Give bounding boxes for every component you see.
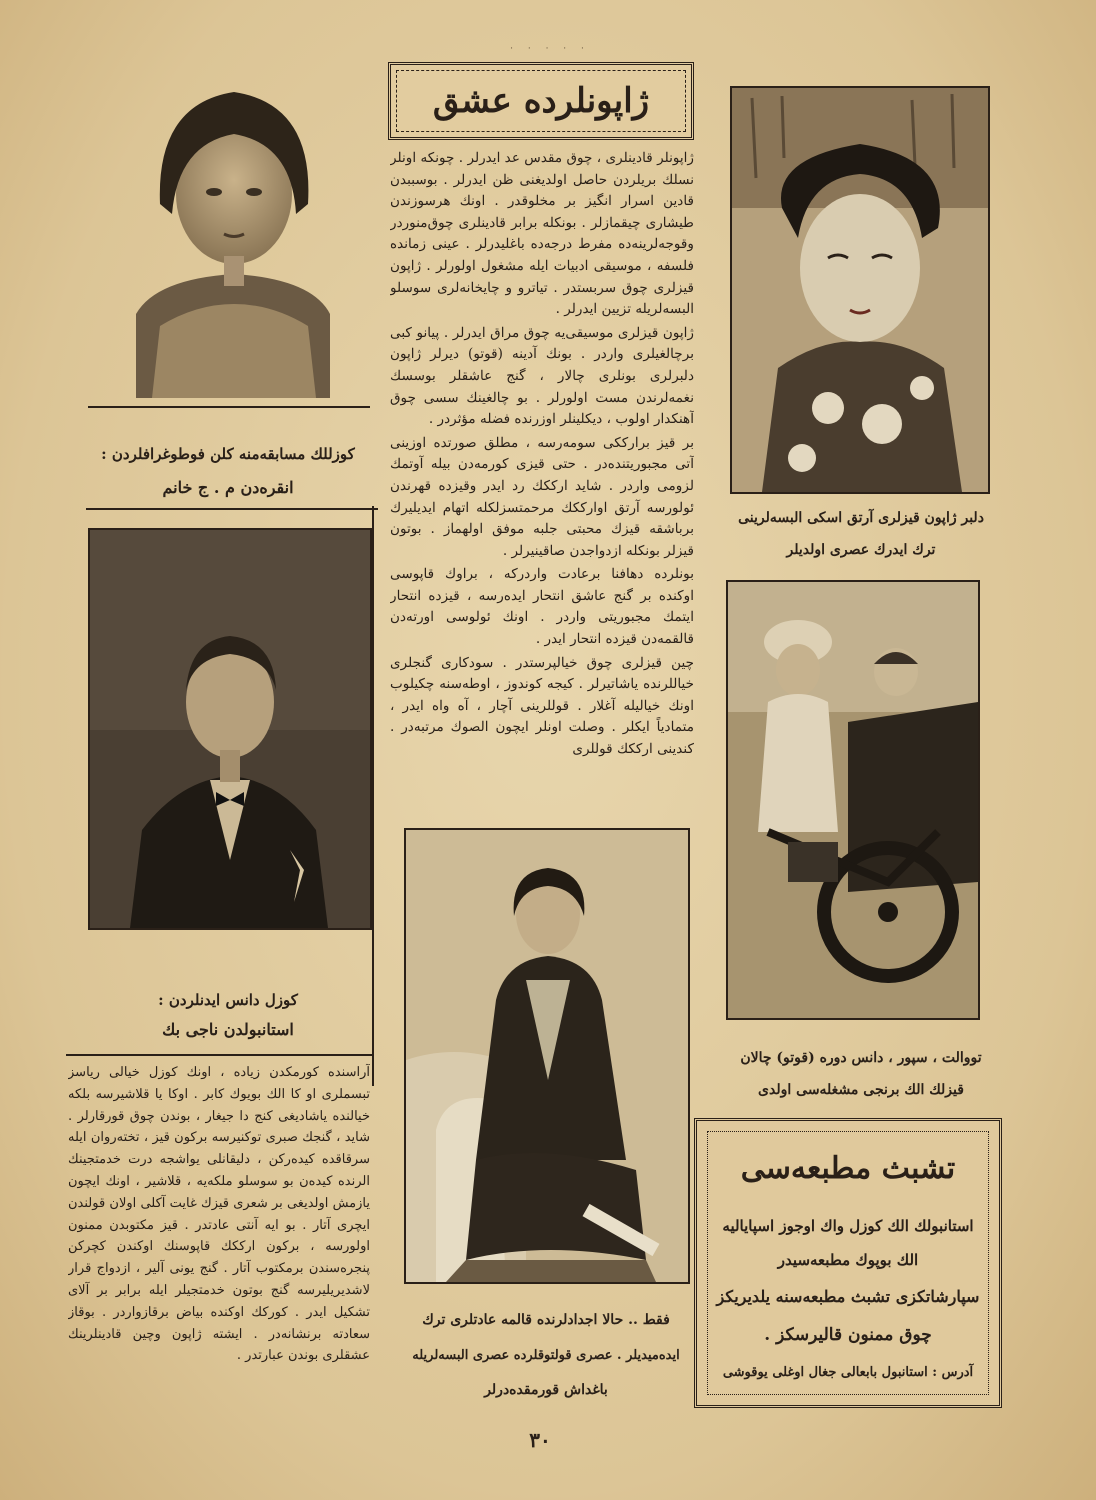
contest-caption-line2: انقره‌دن م . ج خانم bbox=[162, 478, 294, 497]
contest-divider bbox=[86, 508, 378, 510]
geisha-illustration bbox=[732, 88, 988, 492]
seated-caption-line2: ایده‌میدیلر . عصری قولتوقلرده عصری البسه‌لریله bbox=[412, 1348, 680, 1363]
contest-caption-line1: كوزللك مسابقه‌منه کلن فوطوغرافلردن : bbox=[101, 445, 355, 463]
geisha-photo bbox=[730, 86, 990, 494]
ad-address: آدرس : استانبول بابعالی جغال اوغلی یوقوشی bbox=[722, 1365, 974, 1380]
portrait-divider bbox=[88, 406, 370, 408]
ad-line-3: سپارشاتكزی تشبث مطبعه‌سنه یلدیریكز bbox=[716, 1287, 980, 1306]
seated-caption-line1: فقط .. حالا اجدادلرنده قالمه عادتلری ترك bbox=[422, 1312, 670, 1328]
dance-caption-line2: استانبولدن ناجی بك bbox=[162, 1020, 294, 1039]
article-paragraph-1: ژاپونلر قادینلری ، چوق مقدس عد ایدرلر . چونکه اونلر نسلك بریلردن حاصل اولدیغنی ظن ایدرلر . بوسببدن قادین اسرار انگیز بر مخلوقدر . اونك هرسوزندن طیشاری چیقمازلر . بونکله برابر قادینلری چوق‌منوردر وقوجه‌لرینه‌ده مفرط درجه‌ده باغلیدرلر . عینی زمانده فلسفه ، موسیقی ادبیات ایله مشغول اولورلر . ژاپون قیزلری چوق سربستدر . تیاترو و چایخانه‌لری سوسلو البسه‌لریله تزیین ایدرلر . bbox=[390, 150, 694, 318]
seated-woman-photo bbox=[404, 828, 690, 1284]
dancer-illustration bbox=[90, 530, 370, 928]
motor-caption-line2: قیزلك الك برنجی مشغله‌سی اولدی bbox=[758, 1082, 964, 1098]
dancer-photo-man bbox=[88, 528, 372, 930]
dance-caption-line1: كوزل دانس ایدنلردن : bbox=[158, 991, 298, 1009]
ad-line-2: الك بوپوك مطبعه‌سیدر bbox=[777, 1251, 919, 1269]
article-paragraph-5: چین قیزلری چوق خیالپرستدر . سودكاری گنجلری خیاللرنده یاشاتیرلر . كیجه كوندوز ، اوطه‌سنه چكیلوب اونك خیالیله آغلار . قوللرینی آچار ، آه واه ایدر ، متمادیاً ایكلر . وصلت اونلر ایچون الصوك مرتبه‌در . كندینی ارككك قوللری bbox=[390, 654, 694, 758]
dance-divider bbox=[66, 1054, 374, 1056]
page-number: ٣٠ bbox=[529, 1428, 551, 1452]
portrait-photo-bob-hair bbox=[116, 64, 352, 398]
article-paragraph-4: بونلرده دهافنا برعادت واردركه ، براوك قاپوسی اوکنده بر گنج عاشق انتحار ایده‌رسه ، قیزده انتحار ایتمك مجبوریتی واردر . اونك ئولوسی اورته‌دن قالقمه‌دن قیزده انتحار ایدر . bbox=[390, 566, 694, 648]
seated-caption-line3: باغداش قورمقده‌درلر bbox=[484, 1382, 608, 1398]
article-paragraph-3: بر قیز برارككی سومه‌رسه ، مطلق صورتده اوزینی آتی مجبوریتنده‌در . حتی قیزی کورمه‌دن بیله آوتمك لزومی واردر . شاید ارككك رد ایدر وقیزده قهرندن ئولورسه آرتق اوارككك مرحمتسزلکله اتهام ایدیلیرك برباشقه قیزك محبتی جلبه موفق اولهماز . بوتون قیزلر بونکله ازدواجدن صاقینیرلر . bbox=[390, 434, 694, 559]
motorcycle-illustration bbox=[728, 582, 978, 1018]
article-body-column bbox=[390, 148, 694, 820]
ad-line-1: استانبولك الك كوزل واك اوجوز اسپایالیه bbox=[722, 1217, 974, 1235]
printing-house-advertisement bbox=[694, 1118, 1002, 1408]
article-continuation-column bbox=[68, 1062, 370, 1418]
article-title-frame bbox=[388, 62, 694, 140]
article-continuation-text: آراسنده كورمکدن زیاده ، اونك كوزل خیالی ریاسز تبسملری او کا الك بویوك کابر . اوکا یا قلاشیرسه بلکه خیالنده یاشادیغی کنج دا جیغار ، بوندن چوق قورقارلر . شاید ، گنجك صبری توكنیرسه برکون قیز ، تخته‌روان ایله سرقاقده کیده‌رکن ، دلیقانلی یواشجه درت خدمتجینك الرنده کیده‌ن بو سوسلو ملکه‌یه ، قلاشیر ، اونك ایچون یازمش اولدیغی بر شعری قیزك غایت آكلی اولان قولندن ایچری آتار . بو ایه آنتی عادتدر . قیز مکتوبدن ممنون اولورسه ، برکون ارككك قاپوسنك اوکندن کچرکن پنجره‌سندن برمکتوب آتار . گنج یونی آلیر ، ازدواج قرار لاشدیریلیرسه گنج بوتون خدمتجیلر ایله برابر بر آلای تشکیل ایدر . كوركك اوکنده بیاض برقازواردر . بوقاز سعادته برنشانه‌در . ایشته ژاپون وچین قادینلرینك عشقلری بوندن عبارتدر . bbox=[68, 1065, 370, 1364]
portrait-illustration bbox=[116, 64, 352, 398]
masthead: · · · · · bbox=[510, 44, 590, 54]
geisha-caption-line1: دلبر ژاپون قیزلری آرتق اسكی البسه‌لرینی bbox=[738, 510, 984, 526]
ad-line-4: چوق ممنون قالیرسكز . bbox=[764, 1325, 932, 1345]
article-paragraph-2: ژاپون قیزلری موسیقی‌یه چوق مراق ایدرلر . پیانو كبی برچالغیلری واردر . بونك آدینه (قوتو) دیرلر ژاپون دلبرلری بونلری چالار ، گنج عاشقلر بوسسك نغمه‌لرندن مست اولورلر . بو چالغینك سسی چوق آهنكدار اولوب ، دیکلینلر اوزرنده فضله مؤثردر . bbox=[390, 324, 694, 428]
motor-caption-line1: تووالت ، سپور ، دانس دوره (قوتو) چالان bbox=[740, 1050, 982, 1066]
ad-title: تشبث مطبعه‌سی bbox=[740, 1151, 956, 1186]
motorcycle-photo bbox=[726, 580, 980, 1020]
column-rule-left bbox=[372, 506, 374, 1086]
seated-woman-illustration bbox=[406, 830, 688, 1282]
article-title: ژاپونلرده عشق bbox=[432, 81, 650, 121]
geisha-caption-line2: ترك ایدرك عصری اولدیلر bbox=[786, 542, 936, 558]
